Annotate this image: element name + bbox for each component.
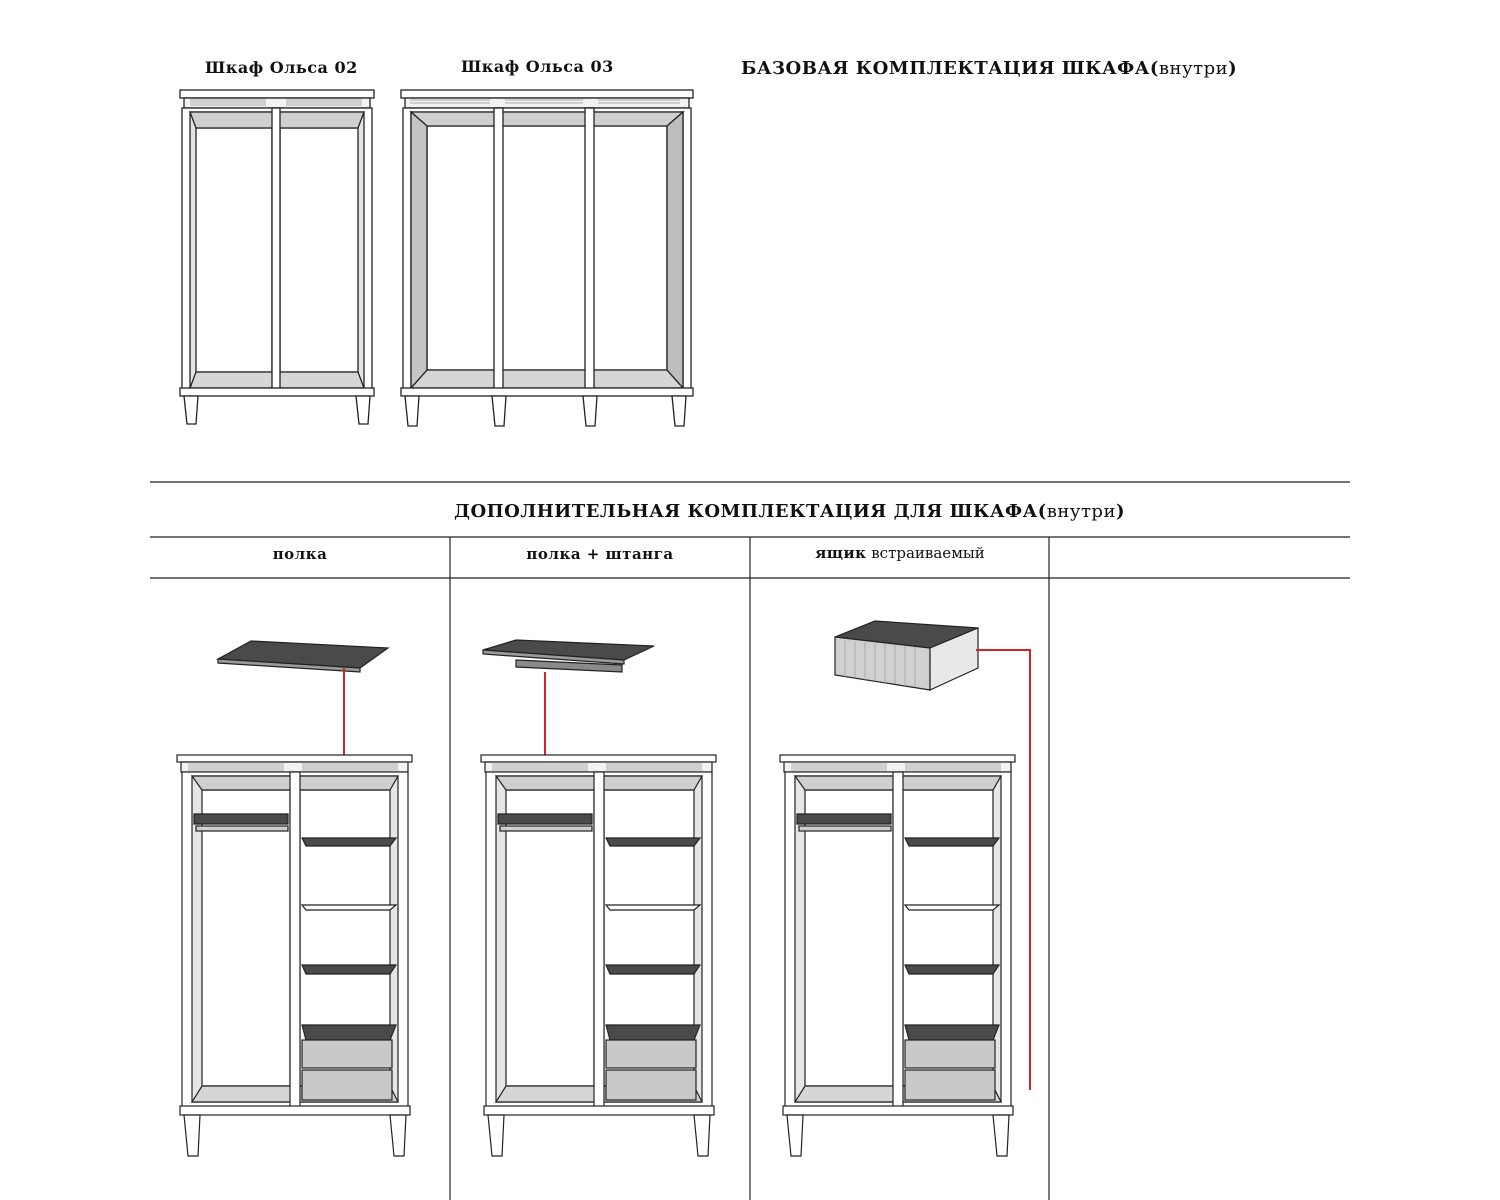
leg xyxy=(390,1115,406,1156)
interior-wardrobe-shelf xyxy=(177,755,412,1156)
right-shelf xyxy=(302,965,396,974)
cornice xyxy=(780,755,1015,762)
wardrobe-olsa-03-drawing xyxy=(401,90,693,426)
left-back-panel xyxy=(506,790,594,1086)
leg xyxy=(488,1115,504,1156)
right-shelf xyxy=(606,905,700,910)
extras-heading-light: внутри xyxy=(1046,501,1116,522)
leg xyxy=(993,1115,1009,1156)
basic-heading-bold: БАЗОВАЯ КОМПЛЕКТАЦИЯ ШКАФА( xyxy=(741,58,1159,79)
drawer-upper xyxy=(302,1040,392,1068)
basic-heading-light: внутри xyxy=(1158,58,1229,79)
column-header-drawer-bold: ящик xyxy=(815,544,867,562)
right-shelf xyxy=(905,838,999,846)
extras-heading-close: ) xyxy=(1115,501,1125,522)
drawer-lower xyxy=(606,1070,696,1100)
left-top-shelf xyxy=(194,814,288,824)
wardrobe-olsa-03-title: Шкаф Ольса 03 xyxy=(461,57,614,76)
right-shelf xyxy=(302,838,396,846)
hanging-rod xyxy=(500,826,592,831)
cornice xyxy=(481,755,716,762)
loose-shelf-part xyxy=(218,641,388,672)
drawer-lower xyxy=(905,1070,995,1100)
interior-wardrobes xyxy=(177,755,1015,1156)
right-shelf xyxy=(606,838,700,846)
center-divider xyxy=(594,772,604,1108)
hanging-rod xyxy=(196,826,288,831)
leg xyxy=(184,1115,200,1156)
left-top-shelf xyxy=(797,814,891,824)
column-header-shelf-rod-bold: полка + штанга xyxy=(526,545,674,563)
column-header-drawer-light: встраиваемый xyxy=(866,544,985,562)
extras-heading-bold: ДОПОЛНИТЕЛЬНАЯ КОМПЛЕКТАЦИЯ ДЛЯ ШКАФА( xyxy=(454,501,1047,522)
left-top-shelf xyxy=(498,814,592,824)
right-shelf xyxy=(302,905,396,910)
interior-wardrobe-shelf-rod xyxy=(481,755,716,1156)
column-header-shelf-bold: полка xyxy=(272,545,328,563)
leg xyxy=(694,1115,710,1156)
basic-heading-close: ) xyxy=(1228,58,1238,79)
plinth xyxy=(783,1106,1013,1115)
wardrobe-olsa-02-title: Шкаф Ольса 02 xyxy=(205,58,358,77)
hanging-rod xyxy=(799,826,891,831)
loose-drawer-part xyxy=(835,621,978,690)
center-divider xyxy=(893,772,903,1108)
frieze xyxy=(181,762,408,772)
plinth xyxy=(180,1106,410,1115)
right-shelf xyxy=(905,905,999,910)
leg xyxy=(787,1115,803,1156)
frieze xyxy=(784,762,1011,772)
plinth xyxy=(484,1106,714,1115)
wardrobe-olsa-02-drawing xyxy=(180,90,374,424)
right-shelf xyxy=(302,1025,396,1040)
frieze xyxy=(485,762,712,772)
interior-wardrobe-drawer xyxy=(780,755,1015,1156)
left-back-panel xyxy=(202,790,290,1086)
left-back-panel xyxy=(805,790,893,1086)
drawer-upper xyxy=(905,1040,995,1068)
right-shelf xyxy=(606,965,700,974)
drawer-lower xyxy=(302,1070,392,1100)
right-shelf xyxy=(905,965,999,974)
center-divider xyxy=(290,772,300,1108)
right-shelf xyxy=(606,1025,700,1040)
cornice xyxy=(177,755,412,762)
drawer-upper xyxy=(606,1040,696,1068)
loose-shelf-rod-part xyxy=(483,640,654,672)
right-shelf xyxy=(905,1025,999,1040)
